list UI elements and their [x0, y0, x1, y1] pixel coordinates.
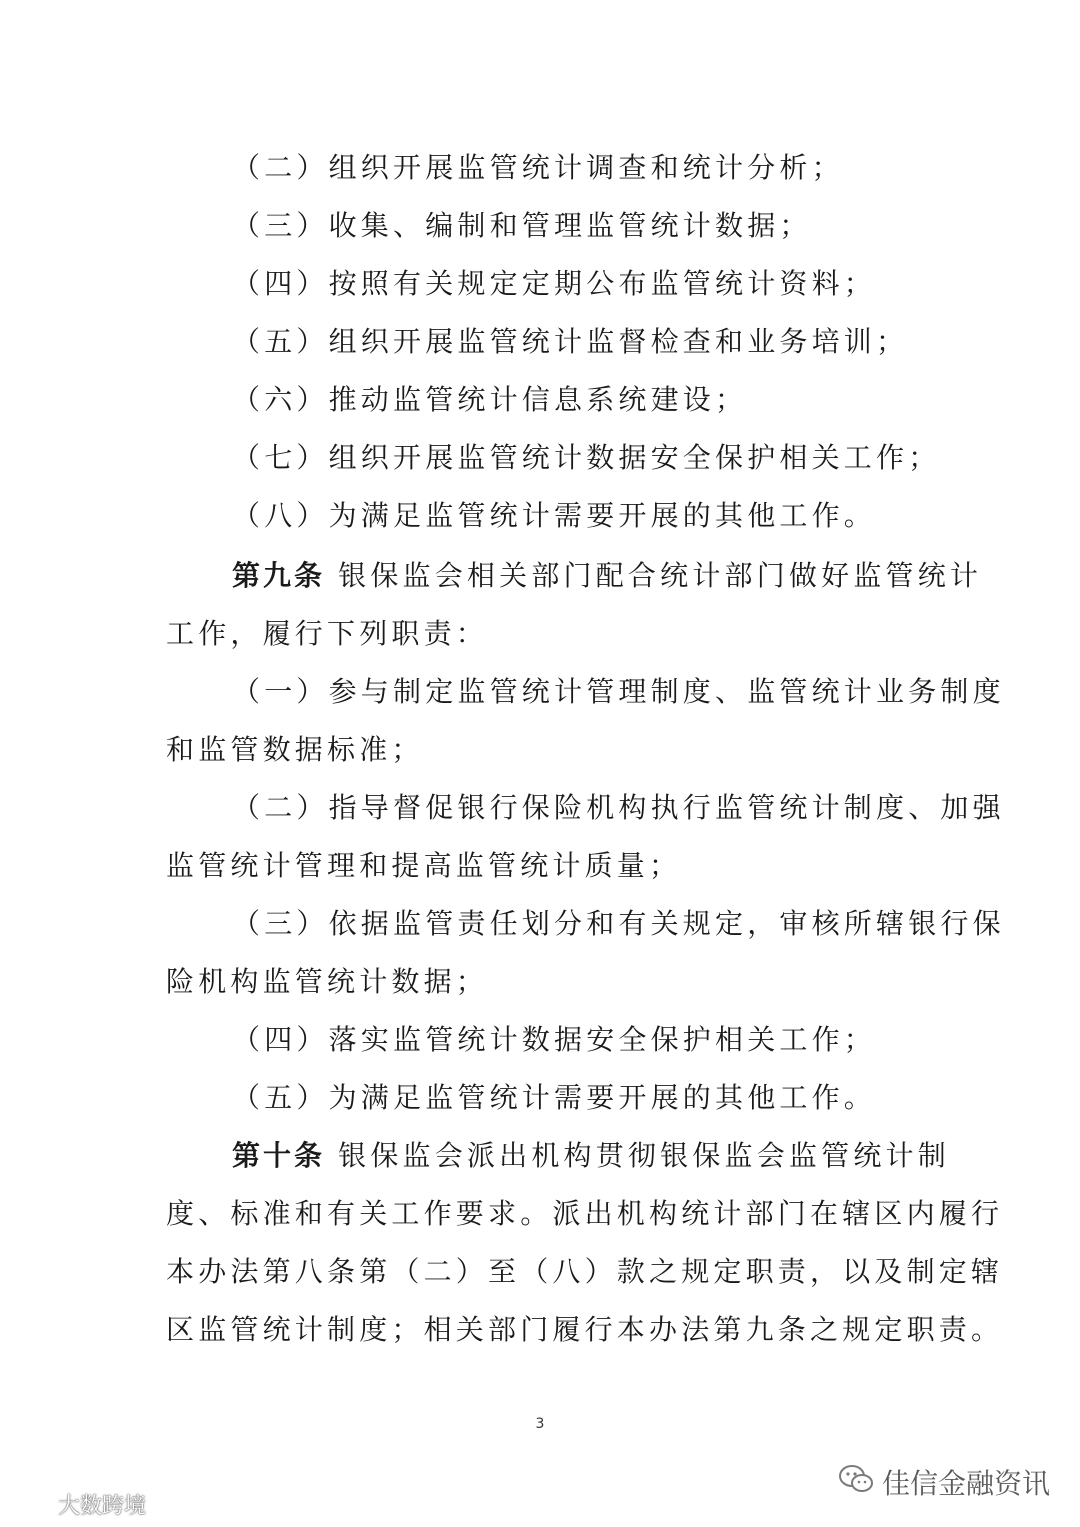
article-9-item-1-line-1: （一）参与制定监管统计管理制度、监管统计业务制度	[232, 675, 1005, 708]
article-9-heading: 第九条	[232, 559, 326, 592]
article-10-first-line	[0, 1139, 1080, 1173]
jiuyao-logo-icon	[8, 1488, 54, 1520]
article-9-item-2-line-2: 监管统计管理和提高监管统计质量；	[166, 849, 682, 882]
article-9-item-3-line-2: 险机构监管统计数据；	[166, 965, 489, 998]
article-9-item-4: （四）落实监管统计数据安全保护相关工作；	[232, 1023, 877, 1056]
text-line-7: （八）为满足监管统计需要开展的其他工作。	[232, 499, 877, 532]
article-10-text: 银保监会派出机构贯彻银保监会监管统计制	[338, 1139, 950, 1172]
article-10-line-3: 本办法第八条第（二）至（八）款之规定职责，以及制定辖	[166, 1255, 1004, 1288]
article-9-text: 银保监会相关部门配合统计部门做好监管统计	[338, 559, 983, 592]
article-9-item-1-line-2: 和监管数据标准；	[166, 733, 424, 766]
article-10-line-2: 度、标准和有关工作要求。派出机构统计部门在辖区内履行	[166, 1197, 1004, 1230]
article-10-line-4: 区监管统计制度；相关部门履行本办法第九条之规定职责。	[166, 1313, 1004, 1346]
watermark-left	[8, 1488, 146, 1520]
text-line-2: （三）收集、编制和管理监管统计数据；	[232, 209, 812, 242]
text-line-5: （六）推动监管统计信息系统建设；	[232, 383, 748, 416]
text-line-6: （七）组织开展监管统计数据安全保护相关工作；	[232, 441, 941, 474]
article-9-first-line	[0, 559, 1080, 593]
article-9-item-2-line-1: （二）指导督促银行保险机构执行监管统计制度、加强	[232, 791, 1005, 824]
watermark-right	[838, 1462, 1050, 1502]
text-line-3: （四）按照有关规定定期公布监管统计资料；	[232, 267, 877, 300]
text-line-4: （五）组织开展监管统计监督检查和业务培训；	[232, 325, 909, 358]
watermark-left-text: 大数跨境	[58, 1493, 147, 1519]
page-number: 3	[535, 1416, 545, 1432]
article-9-line-2: 工作，履行下列职责：	[166, 617, 489, 650]
article-9-item-5: （五）为满足监管统计需要开展的其他工作。	[232, 1081, 877, 1114]
wechat-icon	[838, 1464, 874, 1501]
article-9-item-3-line-1: （三）依据监管责任划分和有关规定，审核所辖银行保	[232, 907, 1005, 940]
article-10-heading: 第十条	[232, 1139, 326, 1172]
watermark-right-text: 佳信金融资讯	[881, 1467, 1050, 1500]
text-line-1: （二）组织开展监管统计调查和统计分析；	[232, 151, 844, 184]
